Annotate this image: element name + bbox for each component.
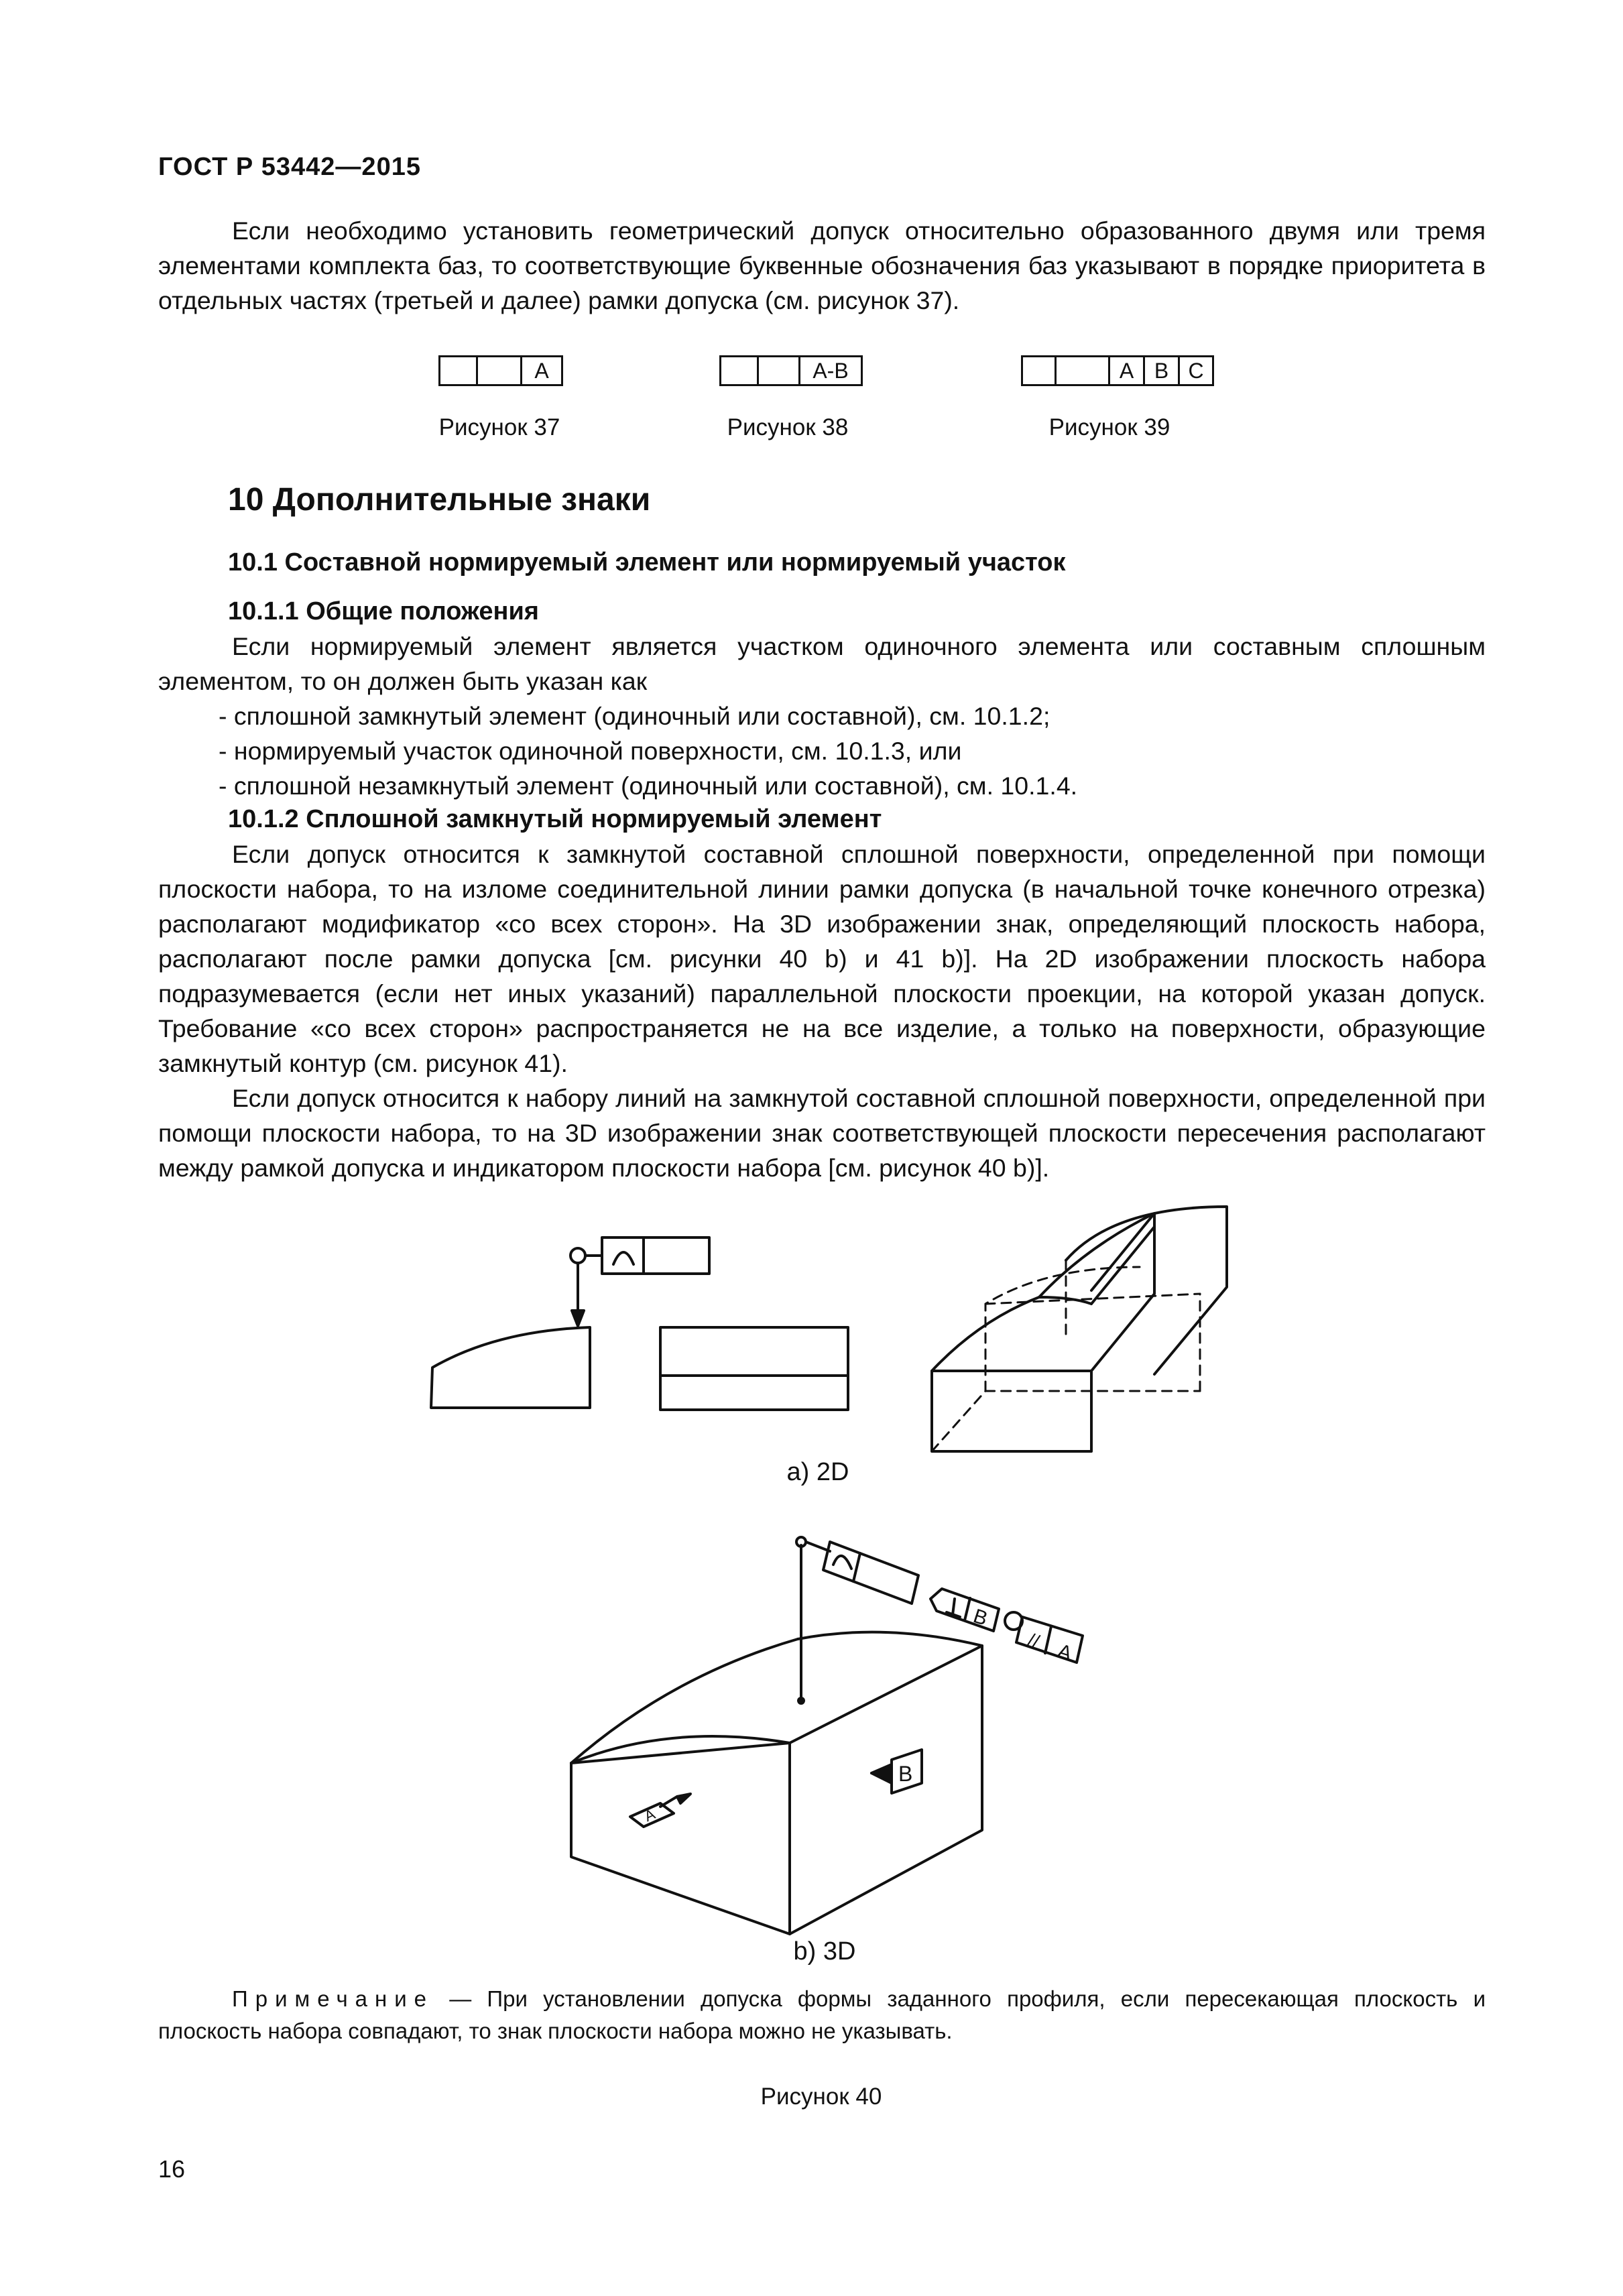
block-3d: [571, 1537, 982, 1934]
note-text: — При установлении допуска формы заданного профиля, если пересекающая плоскость и плоскость набора совпадают, то знак плоскости набора можно не указывать.: [158, 1986, 1486, 2043]
datum-b-symbol: [871, 1750, 922, 1793]
datum-a-symbol: [630, 1794, 690, 1827]
list-item: - сплошной незамкнутый элемент (одиночный или составной), см. 10.1.4.: [219, 772, 1078, 800]
subsection-title: 10.1 Составной нормируемый элемент или нормируемый участок: [228, 548, 1066, 577]
profile-side-view: [431, 1327, 590, 1408]
clause-10-1-2-paragraph-2: Если допуск относится к набору линий на замкнутой составной сплошной поверхности, определенной при помощи плоскости набора, то на 3D изображении знак соответствующей плоскости пересечения располагают между рамкой допуска и индикатором плоскости набора [см. рисунок 40 b)].: [158, 1084, 1486, 1182]
tolerance-frame-3d: [823, 1542, 918, 1604]
clause-10-1-2-paragraph-1: Если допуск относится к замкнутой составной сплошной поверхности, определенной при помощи плоскости набора, то на изломе соединительной линии рамки допуска (в начальной точке конечного отрезка) располагают модификатор «со всех сторон». На 3D изображении знак, определяющий плоскость набора, располагают после рамки допуска [см. рисунки 40 b) и 41 b)]. На 2D изображении плоскость набора подразумевается (если нет иных указаний) параллельной плоскости проекции, на которой указан допуск. Требование «со всех сторон» распространяется не на все изделие, а только на поверхности, образующие замкнутый контур (см. рисунок 41).: [158, 840, 1486, 1077]
datum-cell: A: [534, 358, 549, 383]
figure-40a-label: a) 2D: [786, 1458, 849, 1486]
intersection-datum-letter: B: [970, 1605, 991, 1630]
figure-40-caption: Рисунок 40: [760, 2083, 882, 2110]
document-header: ГОСТ Р 53442—2015: [158, 153, 421, 181]
collection-datum-letter: A: [1055, 1640, 1075, 1665]
tolerance-frame-2d: [570, 1237, 709, 1326]
intro-paragraph: Если необходимо установить геометрический допуск относительно образованного двумя или тремя элементами комплекта баз, то соответствующие буквенные обозначения баз указывают в порядке приоритета в отдельных частях (третьей и далее) рамки допуска (см. рисунок 37).: [158, 217, 1486, 314]
datum-cell: A: [1110, 357, 1145, 384]
list-item: - нормируемый участок одиночной поверхности, см. 10.1.3, или: [219, 737, 962, 765]
clause-10-1-1-text: Если нормируемый элемент является участком одиночного элемента или составным сплошным элементом, то он должен быть указан как: [158, 632, 1486, 695]
figure-40-note: [158, 1983, 1486, 2047]
clause-title-10-1-2: 10.1.2 Сплошной замкнутый нормируемый элемент: [228, 805, 882, 833]
page-number: 16: [158, 2155, 186, 2183]
figure-38-caption: Рисунок 38: [727, 414, 849, 440]
figure-37-caption: Рисунок 37: [438, 414, 560, 440]
datum-a-letter: A: [642, 1805, 658, 1825]
list-item: - сплошной замкнутый элемент (одиночный или составной), см. 10.1.2;: [219, 702, 1050, 730]
datum-cell: A-B: [813, 358, 849, 383]
figure-40b-label: b) 3D: [793, 1937, 856, 1966]
datum-b-letter: B: [898, 1762, 913, 1786]
figure-39-caption: Рисунок 39: [1048, 414, 1170, 440]
profile-isometric-view: [932, 1207, 1227, 1451]
profile-front-view: [660, 1327, 848, 1410]
parallel-symbol: //: [1025, 1629, 1042, 1652]
note-label: Примечание: [232, 1986, 434, 2011]
datum-cell: C: [1188, 358, 1204, 383]
datum-cell: B: [1145, 357, 1180, 384]
clause-title-10-1-1: 10.1.1 Общие положения: [228, 597, 539, 625]
section-title: 10 Дополнительные знаки: [228, 482, 651, 518]
